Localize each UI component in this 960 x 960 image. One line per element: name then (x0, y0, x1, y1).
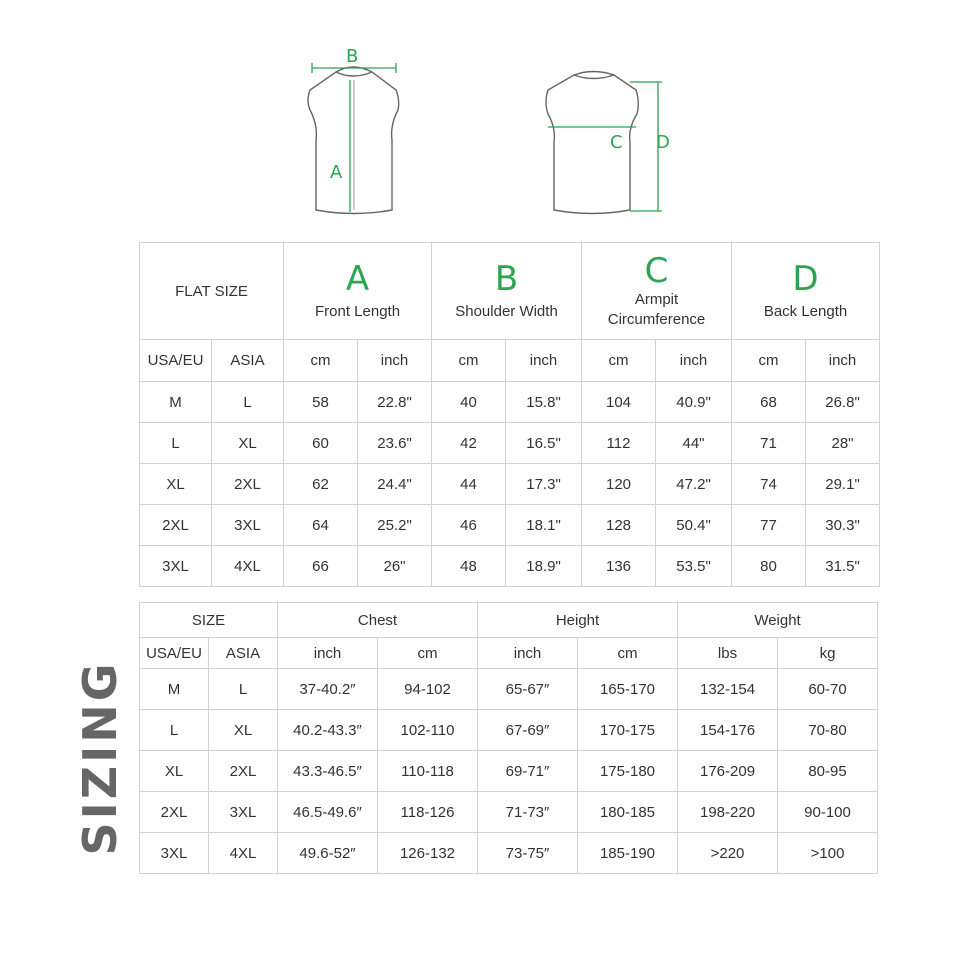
table-cell: 69-71″ (478, 751, 578, 792)
table-cell: XL (212, 423, 284, 464)
table-cell: 24.4" (358, 464, 432, 505)
table-cell: 4XL (212, 546, 284, 587)
table-cell: 62 (284, 464, 358, 505)
unit-cell: cm (578, 638, 678, 669)
table-cell: 15.8" (506, 382, 582, 423)
dimension-lines-back (548, 82, 662, 211)
table-cell: 102-110 (378, 710, 478, 751)
size-row-xl (140, 751, 878, 792)
table-cell: 30.3" (806, 505, 880, 546)
table-cell: 47.2" (656, 464, 732, 505)
flat-row-xl (140, 464, 880, 505)
table-cell: 66 (284, 546, 358, 587)
table-cell: 25.2" (358, 505, 432, 546)
body-size-table (139, 602, 878, 874)
table-cell: 22.8" (358, 382, 432, 423)
unit-cell: cm (582, 340, 656, 382)
flat-unit-row (140, 340, 880, 382)
unit-cell: cm (432, 340, 506, 382)
table-cell: XL (140, 751, 209, 792)
table-cell: 53.5" (656, 546, 732, 587)
measure-c-name-line2: Circumference (607, 311, 706, 328)
dimension-label-c: C (610, 132, 623, 153)
table-cell: 40 (432, 382, 506, 423)
table-cell: 185-190 (578, 833, 678, 874)
unit-cell: cm (284, 340, 358, 382)
size-header-row (140, 603, 878, 638)
height-header: Height (478, 603, 678, 638)
unit-cell: USA/EU (140, 638, 209, 669)
table-cell: 90-100 (778, 792, 878, 833)
table-cell: 40.9" (656, 382, 732, 423)
table-cell: 77 (732, 505, 806, 546)
table-cell: 2XL (212, 464, 284, 505)
table-cell: 70-80 (778, 710, 878, 751)
unit-cell: inch (806, 340, 880, 382)
chest-header: Chest (278, 603, 478, 638)
measure-a-letter: A (345, 259, 370, 299)
table-cell: L (209, 669, 278, 710)
measure-d-header (732, 243, 880, 340)
table-cell: 23.6" (358, 423, 432, 464)
table-cell: 71-73″ (478, 792, 578, 833)
measure-a-name: Front Length (314, 303, 401, 320)
table-cell: 60 (284, 423, 358, 464)
table-cell: 136 (582, 546, 656, 587)
table-cell: XL (209, 710, 278, 751)
table-cell: L (212, 382, 284, 423)
table-cell: 46 (432, 505, 506, 546)
table-cell: 44" (656, 423, 732, 464)
unit-cell: USA/EU (140, 340, 212, 382)
table-cell: >100 (778, 833, 878, 874)
table-cell: 132-154 (678, 669, 778, 710)
table-cell: 67-69″ (478, 710, 578, 751)
table-cell: 128 (582, 505, 656, 546)
size-row-m (140, 669, 878, 710)
table-cell: 58 (284, 382, 358, 423)
table-cell: L (140, 710, 209, 751)
table-cell: 18.1" (506, 505, 582, 546)
table-cell: XL (140, 464, 212, 505)
table-cell: 104 (582, 382, 656, 423)
table-cell: 17.3" (506, 464, 582, 505)
dimension-label-b: B (346, 46, 359, 67)
table-cell: 48 (432, 546, 506, 587)
front-vest-illustration (308, 67, 399, 214)
table-cell: L (140, 423, 212, 464)
sizing-side-title: SIZING (73, 660, 127, 856)
size-label: SIZE (140, 603, 278, 638)
table-cell: 64 (284, 505, 358, 546)
table-cell: 44 (432, 464, 506, 505)
table-cell: 68 (732, 382, 806, 423)
table-cell: 16.5" (506, 423, 582, 464)
measure-d-name: Back Length (763, 303, 848, 320)
table-cell: 176-209 (678, 751, 778, 792)
table-cell: 80-95 (778, 751, 878, 792)
table-cell: 43.3-46.5″ (278, 751, 378, 792)
table-cell: 29.1" (806, 464, 880, 505)
table-cell: 60-70 (778, 669, 878, 710)
measure-b-header (432, 243, 582, 340)
measure-b-letter: B (494, 259, 519, 299)
table-cell: 3XL (212, 505, 284, 546)
table-cell: 26" (358, 546, 432, 587)
table-cell: 37-40.2″ (278, 669, 378, 710)
unit-cell: inch (506, 340, 582, 382)
table-cell: 165-170 (578, 669, 678, 710)
table-cell: 94-102 (378, 669, 478, 710)
table-cell: 180-185 (578, 792, 678, 833)
table-cell: 4XL (209, 833, 278, 874)
table-cell: 71 (732, 423, 806, 464)
table-cell: 3XL (140, 546, 212, 587)
unit-cell: kg (778, 638, 878, 669)
vest-diagrams (0, 0, 960, 240)
table-cell: 2XL (140, 505, 212, 546)
table-cell: 46.5-49.6″ (278, 792, 378, 833)
table-cell: 49.6-52″ (278, 833, 378, 874)
table-cell: 170-175 (578, 710, 678, 751)
unit-cell: inch (656, 340, 732, 382)
flat-row-m (140, 382, 880, 423)
table-cell: 118-126 (378, 792, 478, 833)
table-cell: 28" (806, 423, 880, 464)
dimension-label-d: D (656, 132, 670, 153)
table-cell: 3XL (140, 833, 209, 874)
unit-cell: cm (378, 638, 478, 669)
table-cell: 50.4" (656, 505, 732, 546)
table-cell: 26.8" (806, 382, 880, 423)
table-cell: 40.2-43.3″ (278, 710, 378, 751)
table-cell: 3XL (209, 792, 278, 833)
measure-d-letter: D (792, 259, 819, 299)
table-cell: 42 (432, 423, 506, 464)
flat-size-label: FLAT SIZE (140, 243, 284, 340)
measure-c-letter: C (644, 251, 669, 291)
weight-header: Weight (678, 603, 878, 638)
back-vest-illustration (546, 72, 638, 214)
unit-cell: lbs (678, 638, 778, 669)
dimension-label-a: A (330, 162, 343, 183)
flat-row-l (140, 423, 880, 464)
unit-cell: ASIA (209, 638, 278, 669)
flat-size-table (139, 242, 880, 587)
table-cell: 31.5" (806, 546, 880, 587)
table-cell: 65-67″ (478, 669, 578, 710)
table-cell: 126-132 (378, 833, 478, 874)
size-row-3xl (140, 833, 878, 874)
unit-cell: inch (278, 638, 378, 669)
table-cell: 198-220 (678, 792, 778, 833)
table-cell: 110-118 (378, 751, 478, 792)
size-unit-row (140, 638, 878, 669)
size-row-l (140, 710, 878, 751)
unit-cell: cm (732, 340, 806, 382)
flat-header-row (140, 243, 880, 340)
unit-cell: inch (358, 340, 432, 382)
measure-c-name-line1: Armpit (634, 291, 679, 308)
table-cell: 2XL (209, 751, 278, 792)
measure-b-name: Shoulder Width (455, 303, 558, 320)
table-cell: M (140, 669, 209, 710)
table-cell: 112 (582, 423, 656, 464)
table-cell: 18.9" (506, 546, 582, 587)
table-cell: 73-75″ (478, 833, 578, 874)
size-row-2xl (140, 792, 878, 833)
table-cell: 80 (732, 546, 806, 587)
table-cell: 74 (732, 464, 806, 505)
table-cell: M (140, 382, 212, 423)
unit-cell: ASIA (212, 340, 284, 382)
flat-row-2xl (140, 505, 880, 546)
table-cell: >220 (678, 833, 778, 874)
table-cell: 2XL (140, 792, 209, 833)
table-cell: 120 (582, 464, 656, 505)
table-cell: 175-180 (578, 751, 678, 792)
flat-row-3xl (140, 546, 880, 587)
measure-a-header (284, 243, 432, 340)
table-cell: 154-176 (678, 710, 778, 751)
unit-cell: inch (478, 638, 578, 669)
measure-c-header (582, 243, 732, 340)
